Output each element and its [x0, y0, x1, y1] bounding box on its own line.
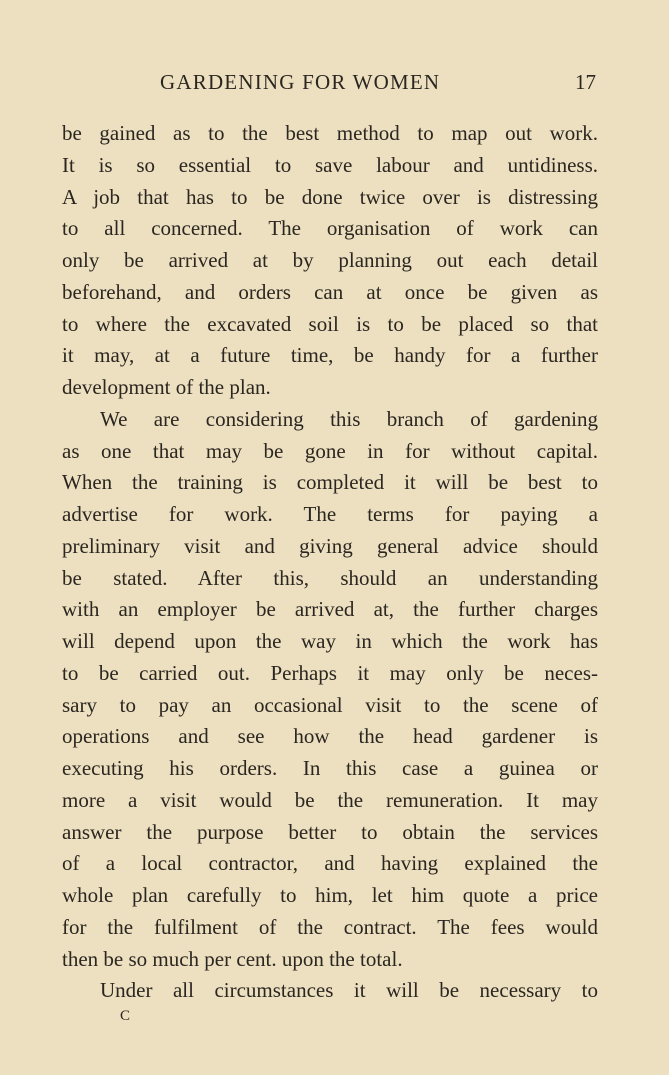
text-line: with an employer be arrived at, the further charges — [62, 597, 598, 622]
text-line: more a visit would be the remuneration. It may — [62, 787, 598, 812]
running-head — [62, 70, 598, 100]
text-line: be stated. After this, should an understanding — [62, 565, 598, 590]
paragraph — [62, 118, 598, 404]
text-line: operations and see how the head gardener is — [62, 724, 598, 749]
text-line: then be so much per cent. upon the total. — [62, 946, 403, 971]
text-line: beforehand, and orders can at once be given as — [62, 279, 598, 304]
text-line: advertise for work. The terms for paying a — [62, 502, 598, 526]
signature-mark: C — [120, 1008, 131, 1024]
text-line: development of the plan. — [62, 375, 271, 399]
paragraph — [62, 404, 598, 976]
text-line: be gained as to the best method to map out work. — [62, 121, 598, 145]
text-line: When the training is completed it will be best to — [62, 470, 598, 495]
running-title: GARDENING FOR WOMEN — [160, 70, 441, 94]
paragraph — [62, 975, 598, 1007]
text-line: executing his orders. In this case a guinea or — [62, 756, 598, 780]
text-line: It is so essential to save labour and untidiness. — [62, 152, 598, 177]
text-line: sary to pay an occasional visit to the scene of — [62, 692, 598, 717]
page-number: 17 — [575, 70, 596, 94]
text-line: to all concerned. The organisation of work can — [62, 216, 598, 241]
text-line: it may, at a future time, be handy for a further — [62, 343, 598, 368]
text-line: to where the excavated soil is to be placed so that — [62, 311, 598, 336]
text-line: only be arrived at by planning out each detail — [62, 248, 598, 272]
text-line: Under all circumstances it will be necessary to — [100, 978, 598, 1003]
text-line: A job that has to be done twice over is distressing — [62, 184, 598, 209]
text-line: preliminary visit and giving general advice should — [62, 533, 598, 558]
text-line: We are considering this branch of gardening — [100, 406, 598, 431]
text-line: answer the purpose better to obtain the services — [62, 819, 598, 844]
text-line: will depend upon the way in which the work has — [62, 629, 598, 653]
text-line: whole plan carefully to him, let him quote a price — [62, 883, 598, 907]
text-line: for the fulfilment of the contract. The fees would — [62, 914, 598, 939]
body-text — [62, 118, 598, 1007]
text-line: as one that may be gone in for without capital. — [62, 438, 598, 463]
text-line: of a local contractor, and having explained the — [62, 851, 598, 876]
text-line: to be carried out. Perhaps it may only be neces- — [62, 660, 598, 685]
